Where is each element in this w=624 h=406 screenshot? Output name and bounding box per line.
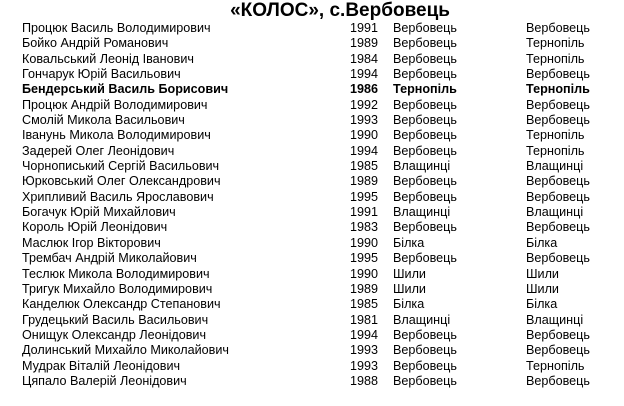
roster-row: [0, 205, 624, 220]
birth-year: 1988: [350, 373, 379, 388]
residence-place: Вербовець: [526, 220, 590, 235]
residence-place: Вербовець: [526, 113, 590, 128]
birth-year: 1992: [350, 97, 379, 112]
residence-place: Влащинці: [526, 312, 584, 327]
birth-year: 1984: [350, 51, 379, 66]
player-name: Богачук Юрій Михайлович: [22, 205, 176, 220]
birth-year: 1990: [350, 128, 379, 143]
birth-year: 1994: [350, 143, 379, 158]
player-roster: [0, 21, 624, 389]
player-name: Тригук Михайло Володимирович: [22, 281, 213, 296]
residence-place: Шили: [526, 266, 559, 281]
birth-year: 1993: [350, 113, 379, 128]
roster-row: [0, 113, 624, 128]
origin-place: Вербовець: [393, 51, 457, 66]
residence-place: Шили: [526, 281, 559, 296]
birth-year: 1993: [350, 343, 379, 358]
residence-place: Вербовець: [526, 373, 590, 388]
roster-row: [0, 267, 624, 282]
origin-place: Влащинці: [393, 312, 451, 327]
residence-place: Вербовець: [526, 67, 590, 82]
roster-row: [0, 128, 624, 143]
roster-row: [0, 67, 624, 82]
roster-row: [0, 343, 624, 358]
player-name: Грудецький Василь Васильович: [22, 312, 209, 327]
player-name: Чорнописький Сергій Васильович: [22, 159, 220, 174]
origin-place: Тернопіль: [393, 82, 457, 97]
roster-row: [0, 297, 624, 312]
origin-place: Шили: [393, 266, 426, 281]
roster-row: [0, 190, 624, 205]
origin-place: Вербовець: [393, 220, 457, 235]
roster-row: [0, 328, 624, 343]
residence-place: Вербовець: [526, 97, 590, 112]
player-name: Маслюк Ігор Вікторович: [22, 235, 161, 250]
player-name: Гончарук Юрій Васильович: [22, 67, 181, 82]
residence-place: Білка: [526, 297, 558, 312]
player-name: Мудрак Віталій Леонідович: [22, 358, 181, 373]
birth-year: 1995: [350, 251, 379, 266]
roster-row: [0, 220, 624, 235]
birth-year: 1995: [350, 189, 379, 204]
birth-year: 1991: [350, 205, 379, 220]
player-name: Король Юрій Леонідович: [22, 220, 168, 235]
player-name: Смолій Микола Васильович: [22, 113, 185, 128]
roster-row: [0, 251, 624, 266]
residence-place: Білка: [526, 235, 558, 250]
roster-row: [0, 159, 624, 174]
residence-place: Влащинці: [526, 205, 584, 220]
birth-year: 1981: [350, 312, 379, 327]
origin-place: Вербовець: [393, 113, 457, 128]
origin-place: Вербовець: [393, 21, 457, 35]
origin-place: Вербовець: [393, 373, 457, 388]
origin-place: Вербовець: [393, 189, 457, 204]
residence-place: Вербовець: [526, 189, 590, 204]
player-name: Долинський Михайло Миколайович: [22, 343, 229, 358]
residence-place: Вербовець: [526, 327, 590, 342]
origin-place: Влащинці: [393, 159, 451, 174]
player-name: Теслюк Микола Володимирович: [22, 266, 210, 281]
origin-place: Вербовець: [393, 36, 457, 51]
origin-place: Вербовець: [393, 327, 457, 342]
player-name: Юрковський Олег Олександрович: [22, 174, 221, 189]
residence-place: Тернопіль: [526, 82, 590, 97]
birth-year: 1985: [350, 297, 379, 312]
birth-year: 1990: [350, 266, 379, 281]
player-name: Бойко Андрій Романович: [22, 36, 169, 51]
origin-place: Вербовець: [393, 67, 457, 82]
birth-year: 1989: [350, 174, 379, 189]
roster-row: [0, 313, 624, 328]
residence-place: Влащинці: [526, 159, 584, 174]
roster-row: [0, 374, 624, 389]
roster-row: [0, 98, 624, 113]
birth-year: 1990: [350, 235, 379, 250]
origin-place: Вербовець: [393, 128, 457, 143]
birth-year: 1989: [350, 281, 379, 296]
player-name: Хрипливий Василь Ярославович: [22, 189, 214, 204]
player-name: Бендерський Василь Борисович: [22, 82, 229, 97]
roster-row: [0, 36, 624, 51]
player-name: Канделюк Олександр Степанович: [22, 297, 221, 312]
origin-place: Влащинці: [393, 205, 451, 220]
origin-place: Вербовець: [393, 358, 457, 373]
origin-place: Вербовець: [393, 174, 457, 189]
residence-place: Вербовець: [526, 343, 590, 358]
residence-place: Вербовець: [526, 21, 590, 35]
origin-place: Білка: [393, 235, 425, 250]
birth-year: 1994: [350, 67, 379, 82]
birth-year: 1993: [350, 358, 379, 373]
origin-place: Шили: [393, 281, 426, 296]
player-name: Трембач Андрій Миколайович: [22, 251, 197, 266]
birth-year: 1983: [350, 220, 379, 235]
roster-row: [0, 52, 624, 67]
residence-place: Тернопіль: [526, 36, 585, 51]
birth-year: 1986: [350, 82, 379, 97]
roster-row: [0, 82, 624, 97]
player-name: Ковальський Леонід Іванович: [22, 51, 194, 66]
residence-place: Вербовець: [526, 174, 590, 189]
player-name: Цяпало Валерій Леонідович: [22, 373, 187, 388]
roster-row: [0, 359, 624, 374]
player-name: Задерей Олег Леонідович: [22, 143, 175, 158]
player-name: Іванунь Микола Володимирович: [22, 128, 211, 143]
birth-year: 1989: [350, 36, 379, 51]
roster-row: [0, 174, 624, 189]
player-name: Онищук Олександр Леонідович: [22, 327, 207, 342]
residence-place: Тернопіль: [526, 358, 585, 373]
residence-place: Тернопіль: [526, 51, 585, 66]
birth-year: 1991: [350, 21, 379, 35]
residence-place: Вербовець: [526, 251, 590, 266]
origin-place: Білка: [393, 297, 425, 312]
origin-place: Вербовець: [393, 343, 457, 358]
residence-place: Тернопіль: [526, 128, 585, 143]
birth-year: 1994: [350, 327, 379, 342]
roster-row: [0, 282, 624, 297]
residence-place: Тернопіль: [526, 143, 585, 158]
origin-place: Вербовець: [393, 143, 457, 158]
birth-year: 1985: [350, 159, 379, 174]
roster-row: [0, 144, 624, 159]
document-title: «КОЛОС», с.Вербовець: [230, 0, 450, 21]
roster-row: [0, 21, 624, 36]
player-name: Процюк Андрій Володимирович: [22, 97, 208, 112]
roster-row: [0, 236, 624, 251]
origin-place: Вербовець: [393, 97, 457, 112]
player-name: Процюк Василь Володимирович: [22, 21, 211, 35]
origin-place: Вербовець: [393, 251, 457, 266]
